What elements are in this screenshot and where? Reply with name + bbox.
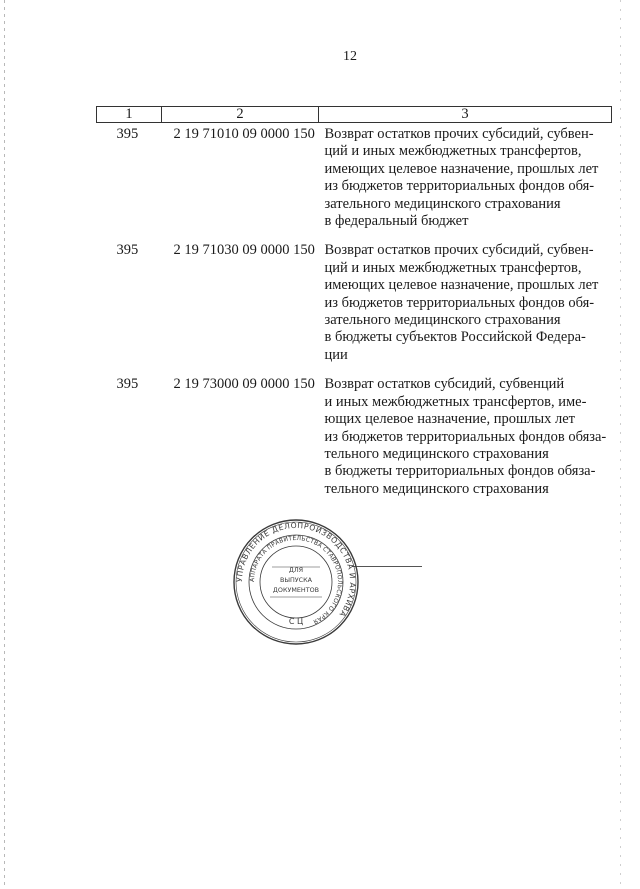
description-line: Возврат остатков прочих субсидий, субвен- (324, 242, 594, 259)
description-line: из бюджетов территориальных фондов обя- (324, 178, 595, 195)
description-line: ций и иных межбюджетных трансфертов, (324, 259, 582, 276)
admin-code-cell: 395 (116, 376, 139, 393)
column-header-1: 1 (97, 107, 162, 123)
description-line: Возврат остатков субсидий, субвенций (324, 376, 565, 393)
stamp-outer-text: УПРАВЛЕНИЕ ДЕЛОПРОИЗВОДСТВА И АРХИВА (234, 520, 358, 619)
description-line: и иных межбюджетных трансфертов, име- (324, 393, 587, 410)
stamp-bottom-mark: С Ц (288, 617, 304, 626)
kbk-code-cell: 2 19 71010 09 0000 150 (173, 126, 315, 142)
description-line: из бюджетов территориальных фондов обяза- (324, 428, 607, 445)
budget-codes-table (96, 106, 612, 498)
stamp-inner-text: АППАРАТА ПРАВИТЕЛЬСТВА СТАВРОПОЛЬСКОГО КРАЯ (248, 534, 344, 626)
description-line: Возврат остатков прочих субсидий, субвен- (324, 126, 594, 142)
kbk-code-cell: 2 19 73000 09 0000 150 (173, 376, 315, 393)
description-line: из бюджетов территориальных фондов обя- (324, 294, 595, 311)
description-line: в федеральный бюджет (324, 213, 469, 230)
official-seal-stamp (232, 518, 360, 646)
description-line: ющих целевое назначение, прошлых лет (324, 411, 575, 428)
description-line: зательного медицинского страхования (324, 312, 561, 329)
admin-code-cell: 395 (116, 242, 139, 259)
description-line: тельного медицинского страхования (324, 445, 549, 462)
description-line: в бюджеты субъектов Российской Федера- (324, 329, 586, 346)
description-cell (319, 364, 612, 498)
table-row (97, 230, 612, 364)
description-line: ций и иных межбюджетных трансфертов, (324, 143, 582, 160)
description-line: зательного медицинского страхования (324, 195, 561, 212)
page-number: 12 (343, 49, 357, 64)
kbk-code-cell: 2 19 71030 09 0000 150 (173, 242, 315, 259)
description-line: в бюджеты территориальных фондов обяза- (324, 463, 596, 480)
admin-code-cell: 395 (116, 126, 139, 142)
scan-edge-right (620, 0, 621, 889)
description-line: ции (324, 346, 348, 363)
column-header-3: 3 (319, 107, 612, 123)
stamp-center-line: ДОКУМЕНТОВ (272, 586, 320, 594)
scan-edge-left (4, 0, 5, 889)
description-cell (319, 230, 612, 364)
table-row (97, 364, 612, 498)
table-header-row (97, 107, 612, 123)
stamp-center-line: ДЛЯ (288, 566, 304, 574)
description-line: тельного медицинского страхования (324, 480, 549, 497)
column-header-2: 2 (162, 107, 319, 123)
description-cell (319, 123, 612, 231)
stamp-center-line: ВЫПУСКА (279, 576, 313, 584)
stamp-signature-line (352, 566, 422, 567)
description-line: имеющих целевое назначение, прошлых лет (324, 160, 599, 177)
description-line: имеющих целевое назначение, прошлых лет (324, 277, 599, 294)
table-row (97, 123, 612, 231)
